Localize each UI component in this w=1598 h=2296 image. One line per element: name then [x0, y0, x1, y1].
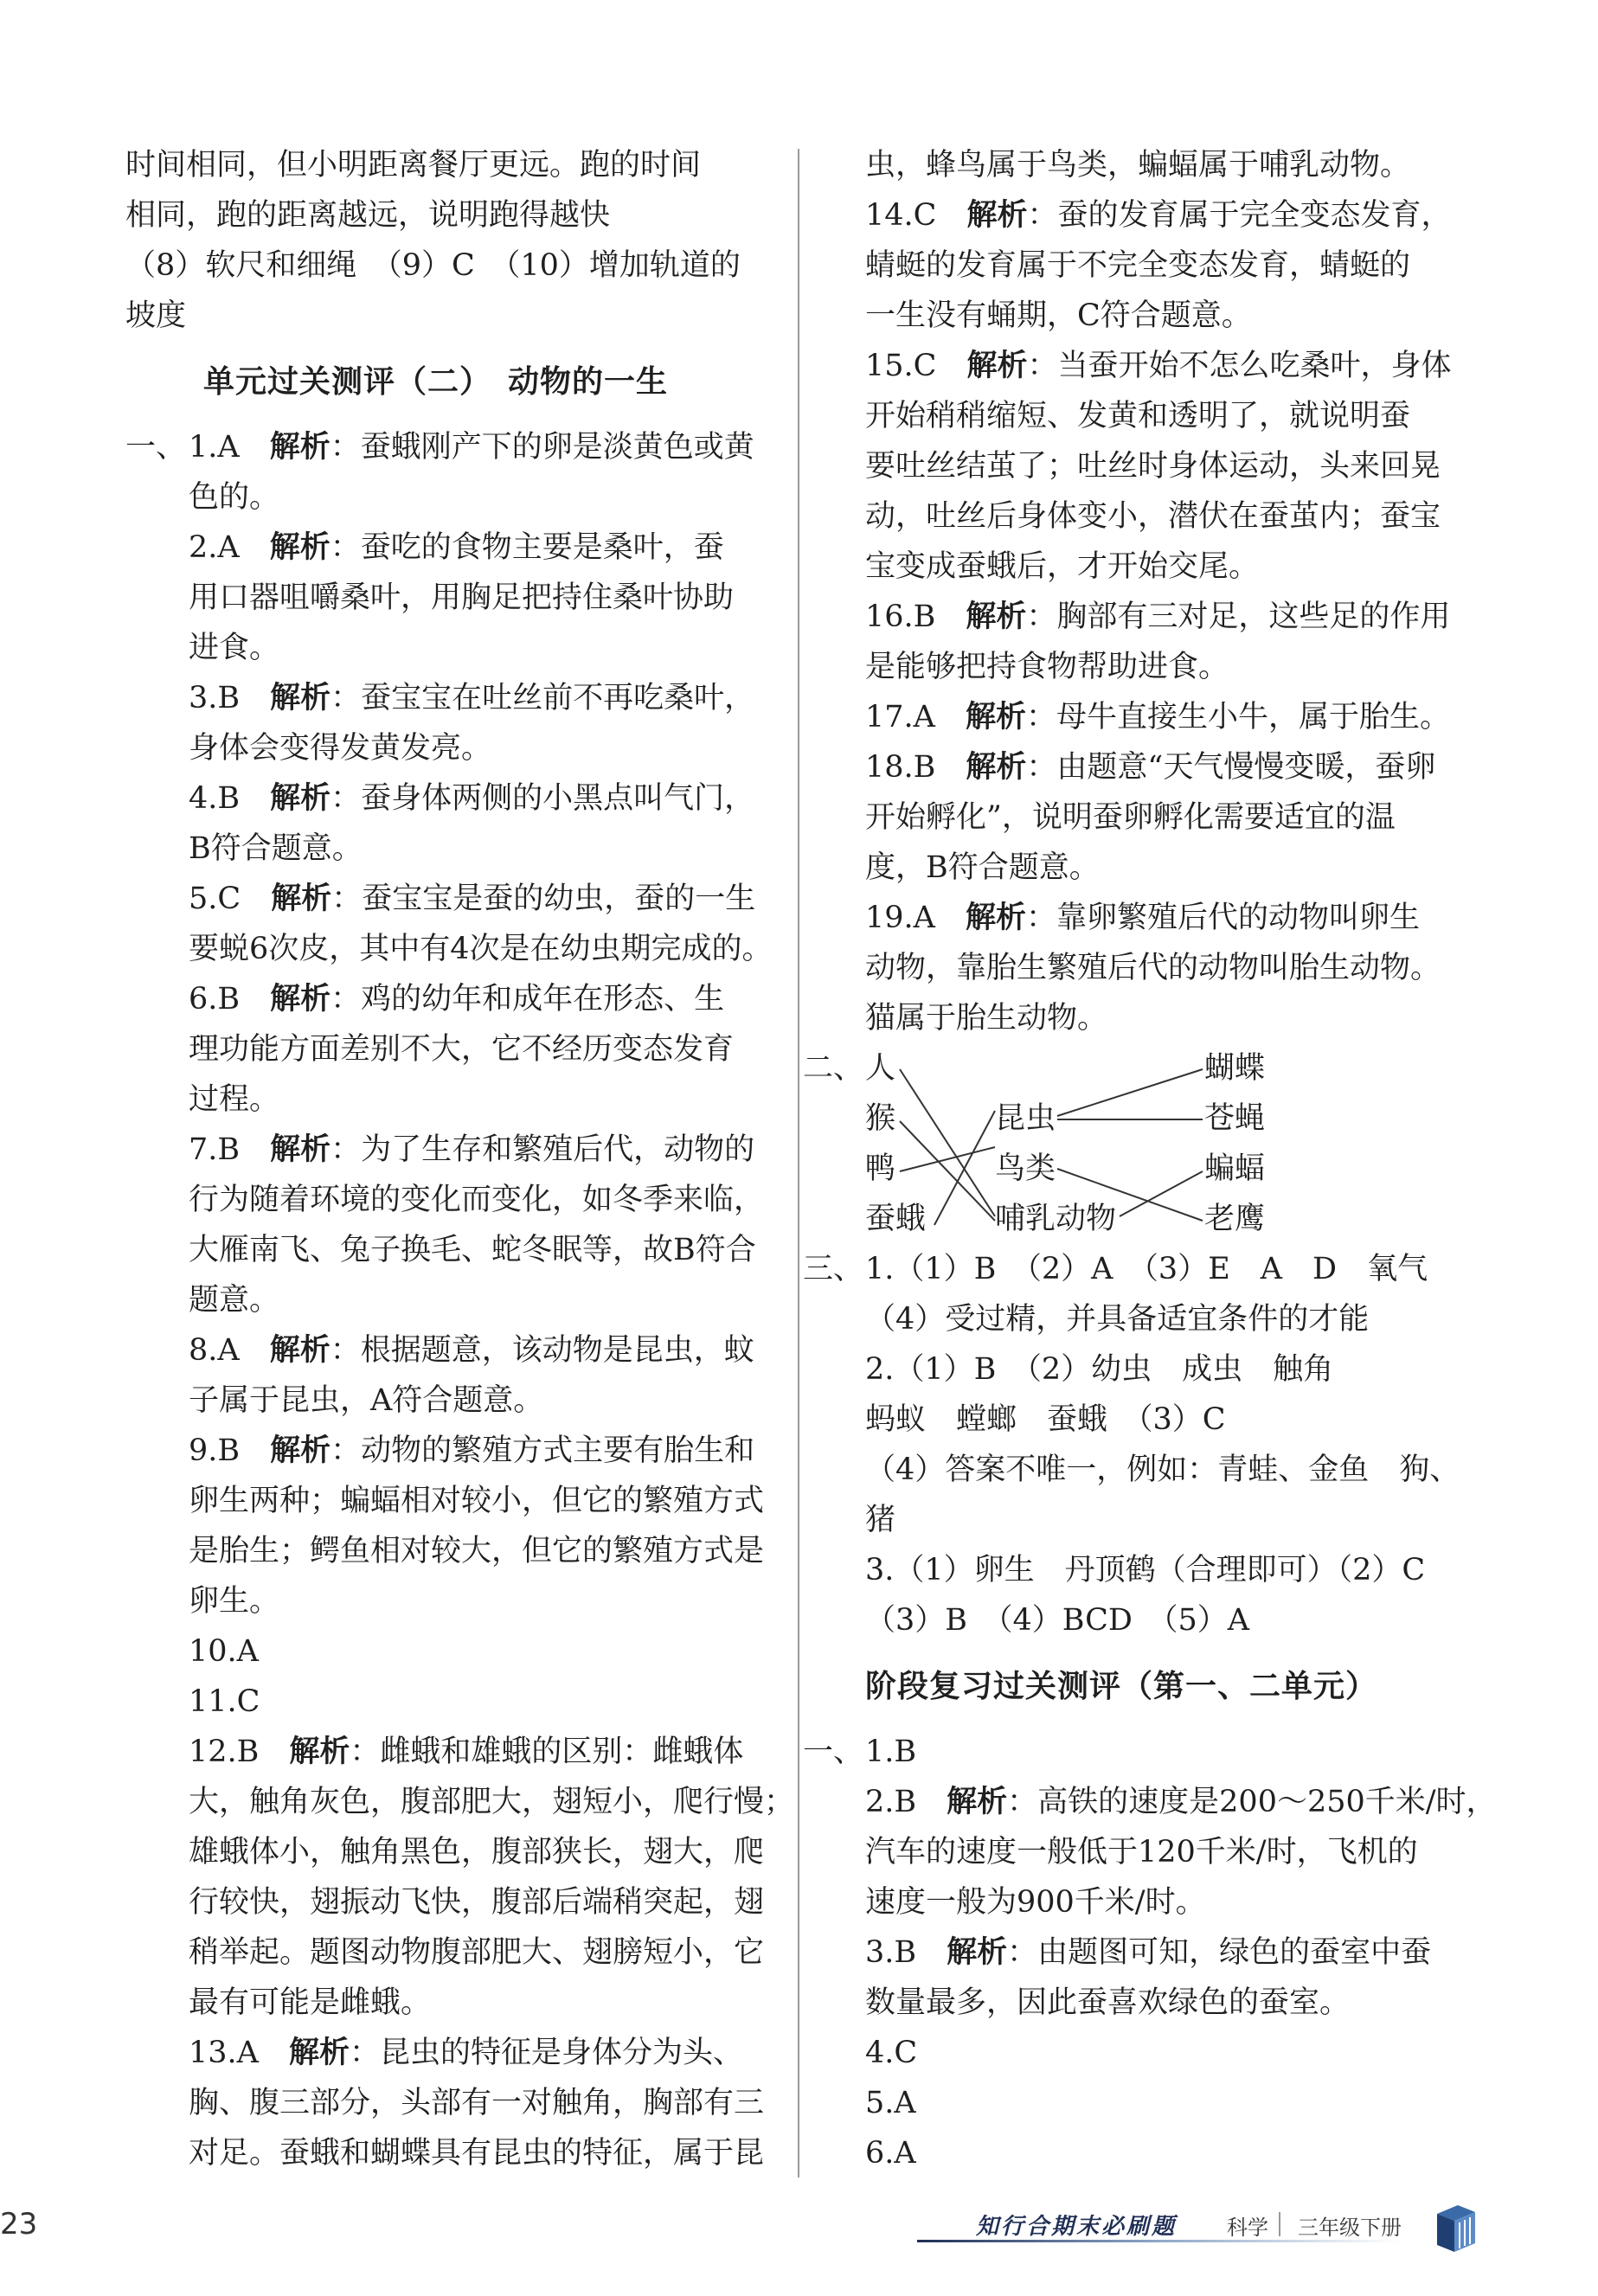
answer-b1: 一、 1.B: [865, 1727, 1492, 1777]
text-line: 要蜕6次皮，其中有4次是在幼虫期完成的。: [189, 932, 773, 966]
text-line: B符合题意。: [189, 831, 363, 866]
answer-q9: 9.B 解析：动物的繁殖方式主要有胎生和: [189, 1433, 755, 1468]
answer-q3: 3.B 解析：蚕宝宝在吐丝前不再吃桑叶，: [189, 681, 755, 715]
match-line: [900, 1147, 995, 1171]
answer-q7: 7.B 解析：为了生存和繁殖后代，动物的: [189, 1132, 755, 1167]
text-line: 蜻蜓的发育属于不完全变态发育，蜻蜓的: [865, 248, 1411, 283]
text-line: 胸、腹三部分，头部有一对触角，胸部有三: [189, 2086, 765, 2120]
left-column: [125, 140, 795, 2178]
answer-q11: 11.C: [189, 1684, 260, 1719]
column-divider: [798, 149, 799, 2177]
brand-logo: 知行合期末必刷题: [976, 2214, 1178, 2240]
match-right-item: 苍蝇: [1204, 1101, 1266, 1136]
answer-q1: 一、 1.A 解析：蚕蛾刚产下的卵是淡黄色或黄: [125, 422, 761, 472]
match-mid-item: 昆虫: [995, 1101, 1056, 1136]
text-line: 大雁南飞、兔子换毛、蛇冬眠等，故B符合: [189, 1233, 756, 1267]
text-line: 行为随着环境的变化而变化，如冬季来临，: [189, 1183, 765, 1217]
answer-b5: 5.A: [865, 2086, 916, 2120]
text-line: 要吐丝结茧了；吐丝时身体运动，头来回晃: [865, 449, 1441, 484]
answer-q18: 18.B 解析：由题意“天气慢慢变暖，蚕卵: [865, 750, 1436, 785]
text-line: 动，吐丝后身体变小，潜伏在蚕茧内；蚕宝: [865, 499, 1441, 534]
answer-b4: 4.C: [865, 2036, 918, 2070]
text-line: 时间相同，但小明距离餐厅更远。跑的时间: [125, 148, 702, 183]
answer-q10: 10.A: [189, 1634, 259, 1669]
text-line: 相同，跑的距离越远，说明跑得越快: [125, 198, 611, 233]
match-left-item: 猴: [865, 1101, 896, 1136]
text-line: 子属于昆虫，A符合题意。: [189, 1383, 544, 1418]
text-line: 理功能方面差别不大，它不经历变态发育: [189, 1032, 735, 1067]
text-line: 大，触角灰色，腹部肥大，翅短小，爬行慢；: [189, 1785, 795, 1819]
text-line: 虫，蜂鸟属于鸟类，蝙蝠属于哺乳动物。: [865, 148, 1411, 183]
text-line: 数量最多，因此蚕喜欢绿色的蚕室。: [865, 1985, 1351, 2020]
match-left-item: 人: [865, 1051, 896, 1086]
answer-q13: 13.A 解析：昆虫的特征是身体分为头、: [189, 2036, 743, 2070]
match-mid-item: 鸟类: [995, 1151, 1056, 1186]
match-line: [1120, 1171, 1203, 1216]
answer-q19: 19.A 解析：靠卵繁殖后代的动物叫卵生: [865, 901, 1420, 935]
answer-q5: 5.C 解析：蚕宝宝是蚕的幼虫，蚕的一生: [189, 882, 756, 916]
answer-q12: 12.B 解析：雌蛾和雄蛾的区别：雌蛾体: [189, 1735, 744, 1769]
answer-q8: 8.A 解析：根据题意，该动物是昆虫，蚊: [189, 1333, 754, 1368]
match-right-item: 蝙蝠: [1204, 1151, 1266, 1186]
text-line: 卵生。: [189, 1584, 280, 1619]
text-line: 动物，靠胎生繁殖后代的动物叫胎生动物。: [865, 951, 1441, 985]
text-line: 开始稍稍缩短、发黄和透明了，就说明蚕: [865, 399, 1411, 433]
text-line: 是胎生；鳄鱼相对较大，但它的繁殖方式是: [189, 1534, 765, 1568]
text-line: 度，B符合题意。: [865, 850, 1100, 885]
section-heading: 阶段复习过关测评（第一、二单元）: [865, 1669, 1378, 1704]
text-line: （4）受过精，并具备适宜条件的才能: [865, 1302, 1370, 1337]
section-marker: 三、: [803, 1252, 864, 1286]
grade-label: 三年级下册: [1298, 2216, 1402, 2240]
match-mid-item: 哺乳动物: [995, 1202, 1117, 1236]
answer-q4: 4.B 解析：蚕身体两侧的小黑点叫气门，: [189, 781, 755, 816]
text-line: 稍举起。题图动物腹部肥大、翅膀短小，它: [189, 1935, 765, 1970]
match-left-item: 鸭: [865, 1151, 896, 1186]
text-line: 宝变成蚕蛾后，才开始交尾。: [865, 549, 1260, 584]
answer-q17: 17.A 解析：母牛直接生小牛，属于胎生。: [865, 700, 1450, 734]
answer-q14: 14.C 解析：蚕的发育属于完全变态发育，: [865, 198, 1452, 233]
text-line: 开始孵化”，说明蚕卵孵化需要适宜的温: [865, 800, 1396, 835]
answer-b3: 3.B 解析：由题图可知，绿色的蚕室中蚕: [865, 1935, 1432, 1970]
text-line: 坡度: [125, 298, 187, 333]
section-heading: 单元过关测评（二） 动物的一生: [203, 364, 669, 400]
text-line: 蚂蚁 螳螂 蚕蛾 （3）C: [865, 1402, 1226, 1437]
text-line: 身体会变得发黄发亮。: [189, 731, 492, 766]
text-line: 过程。: [189, 1082, 280, 1117]
section-marker: 一、: [803, 1735, 864, 1769]
text-line: 色的。: [189, 480, 280, 515]
text-line: 卵生两种；蝙蝠相对较小，但它的繁殖方式: [189, 1484, 765, 1518]
page-footer: [0, 2202, 1598, 2262]
answer-b2: 2.B 解析：高铁的速度是200～250千米/时，: [865, 1785, 1497, 1819]
text-line: 一生没有蛹期，C符合题意。: [865, 298, 1252, 333]
matching-diagram: [803, 1043, 1492, 1244]
text-line: 2.（1）B （2）幼虫 成虫 触角: [865, 1352, 1334, 1387]
match-line: [1057, 1169, 1203, 1221]
text-line: 猪: [865, 1503, 896, 1537]
match-line: [900, 1069, 995, 1216]
answer-q2: 2.A 解析：蚕吃的食物主要是桑叶，蚕: [189, 530, 724, 565]
text-line: 行较快，翅振动飞快，腹部后端稍突起，翅: [189, 1885, 765, 1920]
subject-label: 科学: [1227, 2216, 1268, 2240]
section-marker: 一、: [125, 430, 187, 465]
answer-line: 三、 1.（1）B （2）A （3）E A D 氧气: [865, 1244, 1492, 1294]
answer-q6: 6.B 解析：鸡的幼年和成年在形态、生: [189, 982, 725, 1017]
right-column: [803, 140, 1497, 2178]
answer-b6: 6.A: [865, 2136, 916, 2171]
match-lines: [865, 1043, 1266, 1244]
text-line: （8）软尺和细绳 （9）C （10）增加轨道的: [125, 248, 741, 283]
text-line: 3.（1）卵生 丹顶鹤（合理即可）（2）C: [865, 1553, 1426, 1587]
text-line: 对足。蚕蛾和蝴蝶具有昆虫的特征，属于昆: [189, 2136, 765, 2171]
book-icon: [1432, 2202, 1480, 2255]
page-number: 23: [0, 2207, 38, 2241]
text-line: （4）答案不唯一，例如：青蛙、金鱼 狗、: [865, 1453, 1460, 1487]
match-line: [1057, 1069, 1203, 1116]
text-line: 是能够把持食物帮助进食。: [865, 650, 1229, 684]
text-line: 用口器咀嚼桑叶，用胸足把持住桑叶协助: [189, 580, 735, 615]
footer-separator: [1279, 2212, 1280, 2236]
text-line: 题意。: [189, 1283, 280, 1318]
match-left-item: 蚕蛾: [865, 1202, 927, 1236]
answer-q16: 16.B 解析：胸部有三对足，这些足的作用: [865, 600, 1451, 634]
answer-q15: 15.C 解析：当蚕开始不怎么吃桑叶，身体: [865, 349, 1452, 383]
text-line: 速度一般为900千米/时。: [865, 1885, 1206, 1920]
match-right-item: 老鹰: [1204, 1202, 1266, 1236]
text-line: 汽车的速度一般低于120千米/时，飞机的: [865, 1835, 1418, 1870]
text-line: 最有可能是雌蛾。: [189, 1985, 432, 2020]
match-right-item: 蝴蝶: [1204, 1051, 1266, 1086]
text-line: 雄蛾体小，触角黑色，腹部狭长，翅大，爬: [189, 1835, 765, 1870]
text-line: 猫属于胎生动物。: [865, 1001, 1108, 1036]
section-marker: 二、: [803, 1051, 864, 1086]
text-line: 进食。: [189, 631, 280, 665]
text-line: （3）B （4）BCD （5）A: [865, 1603, 1250, 1638]
